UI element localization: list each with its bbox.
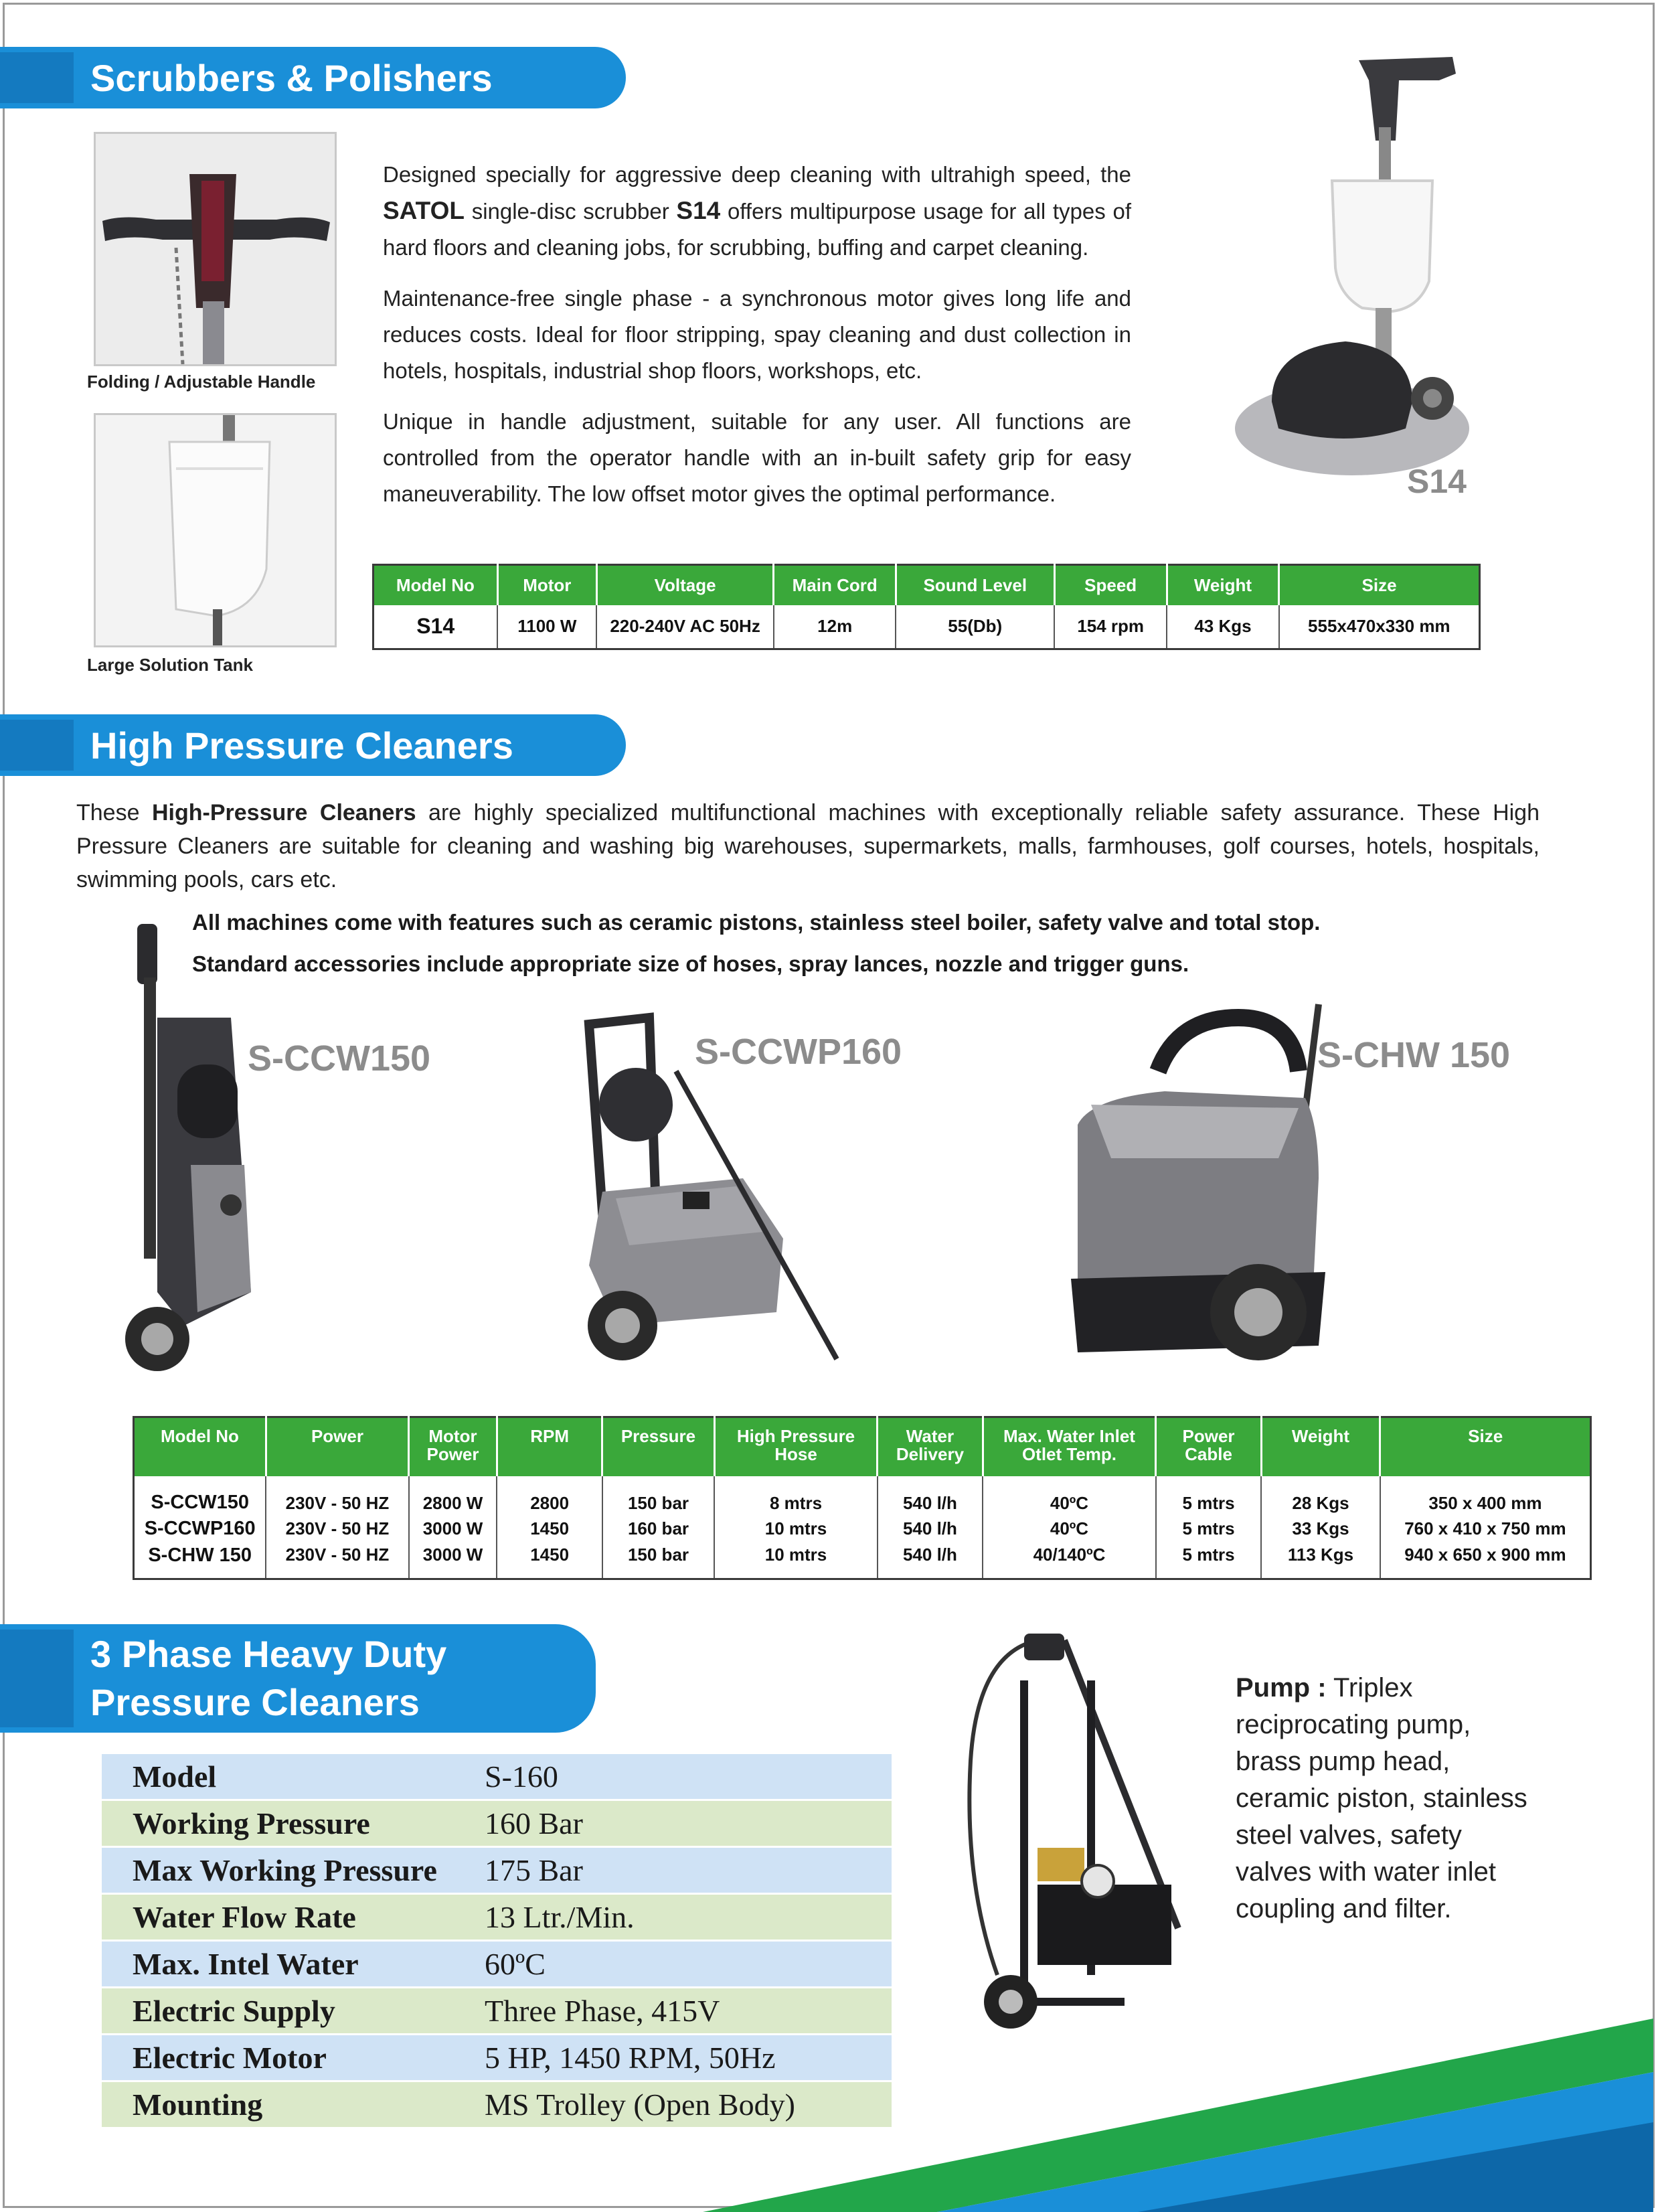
table-header: Size [1380, 1417, 1591, 1476]
table-cell: 160 bar [602, 1514, 714, 1545]
table-cell: 230V - 50 HZ [266, 1545, 408, 1579]
table-cell: 760 x 410 x 750 mm [1404, 1518, 1566, 1538]
pump-text: Triplex reciprocating pump, brass pump head, ceramic piston, stainless steel valves, safety valves with water inlet coupling and filter. [1236, 1673, 1527, 1923]
table-cell: 230V - 50 HZ [266, 1514, 408, 1545]
table-header: Motor [497, 565, 596, 605]
table-cell: 350 x 400 mm [1428, 1492, 1542, 1513]
table-cell: 3000 W [409, 1514, 497, 1545]
table-cell: 150 bar [602, 1545, 714, 1579]
table-cell: 940 x 650 x 900 mm [1404, 1544, 1566, 1565]
table-header: Water Delivery [878, 1417, 983, 1476]
table-cell: 220-240V AC 50Hz [596, 605, 774, 649]
table-header: Weight [1167, 565, 1278, 605]
spec-key: Max. Intel Water [102, 1941, 454, 1988]
table-cell: 113 Kgs [1261, 1545, 1380, 1579]
spec-value: 175 Bar [454, 1847, 892, 1894]
spec-value: S-160 [454, 1754, 892, 1800]
table-cell: S14 [374, 605, 498, 649]
spec-value: MS Trolley (Open Body) [454, 2081, 892, 2128]
table-cell: 230V - 50 HZ [266, 1476, 408, 1514]
table-cell: 10 mtrs [714, 1545, 878, 1579]
table-header: Power Cable [1156, 1417, 1261, 1476]
table-cell: 43 Kgs [1167, 605, 1278, 649]
tank-caption: Large Solution Tank [87, 655, 253, 675]
spec-value: 60ºC [454, 1941, 892, 1988]
spec-key: Working Pressure [102, 1800, 454, 1847]
table-header: Weight [1261, 1417, 1380, 1476]
scrubber-paragraph-1: Designed specially for aggressive deep cleaning with ultrahigh speed, the SATOL single-disc scrubber S14 offers multipurpose usage for all types of hard floors and cleaning jobs, for scrubbing, buffing and carpet cleaning. [383, 162, 1131, 260]
pump-label: Pump : [1236, 1673, 1327, 1703]
table-header: Power [266, 1417, 408, 1476]
s14-label: S14 [1407, 463, 1467, 500]
table-cell: 2800 W [409, 1476, 497, 1514]
table-cell: 40ºC [983, 1514, 1156, 1545]
brand-name: SATOL [383, 197, 465, 224]
heavy-duty-heading-line-2: Pressure Cleaners [90, 1681, 420, 1723]
table-cell: 8 mtrs [714, 1476, 878, 1514]
high-pressure-intro: These High-Pressure Cleaners are highly specialized multifunctional machines with exceptionally reliable safety assurance. These High Pressure Cleaners are suitable for cleaning and washing big warehouses, supermarkets, malls, farmhouses, golf courses, hotels, hospitals, swimming pools, cars etc. [76, 800, 1540, 892]
table-cell: 3000 W [409, 1545, 497, 1579]
table-cell: 2800 [497, 1476, 602, 1514]
table-cell: 12m [774, 605, 896, 649]
spec-key: Water Flow Rate [102, 1894, 454, 1941]
table-header: Voltage [596, 565, 774, 605]
feature-line-1: All machines come with features such as ceramic pistons, stainless steel boiler, safety valve and total stop. [192, 910, 1321, 935]
table-cell: 1450 [497, 1545, 602, 1579]
table-cell: 28 Kgs [1261, 1476, 1380, 1514]
table-header: Sound Level [896, 565, 1054, 605]
scrubber-paragraph-3: Unique in handle adjustment, suitable for any user. All functions are controlled from the operator handle with an in-built safety grip for easy maneuverability. The low offset motor gives the optimal performance. [383, 409, 1131, 506]
section-heading-scrubbers: Scrubbers & Polishers [0, 47, 626, 108]
table-cell: 40ºC [983, 1476, 1156, 1514]
table-cell: 1450 [497, 1514, 602, 1545]
table-cell: 40/140ºC [983, 1545, 1156, 1579]
model-name: S14 [676, 197, 721, 224]
feature-line-2: Standard accessories include appropriate size of hoses, spray lances, nozzle and trigger guns. [192, 951, 1189, 976]
table-header: Motor Power [409, 1417, 497, 1476]
spec-value: 13 Ltr./Min. [454, 1894, 892, 1941]
table-cell: 555x470x330 mm [1308, 616, 1450, 637]
section-heading-high-pressure: High Pressure Cleaners [0, 714, 626, 776]
table-header: Main Cord [774, 565, 896, 605]
table-cell: 1100 W [497, 605, 596, 649]
table-header: Pressure [602, 1417, 714, 1476]
table-cell: 150 bar [602, 1476, 714, 1514]
spec-value: Three Phase, 415V [454, 1988, 892, 2035]
table-header: Speed [1054, 565, 1167, 605]
s-chw150-label: S-CHW 150 [1317, 1035, 1511, 1075]
table-header: RPM [497, 1417, 602, 1476]
s-ccw150-label: S-CCW150 [248, 1038, 431, 1079]
handle-caption: Folding / Adjustable Handle [87, 372, 316, 392]
table-header: High Pressure Hose [714, 1417, 878, 1476]
table-cell: 540 l/h [878, 1514, 983, 1545]
spec-key: Model [102, 1754, 454, 1800]
spec-value: 5 HP, 1450 RPM, 50Hz [454, 2035, 892, 2081]
table-cell: 5 mtrs [1156, 1514, 1261, 1545]
table-cell: 540 l/h [878, 1545, 983, 1579]
table-cell: 5 mtrs [1156, 1476, 1261, 1514]
table-header: Max. Water Inlet Otlet Temp. [983, 1417, 1156, 1476]
heavy-duty-heading-line-1: 3 Phase Heavy Duty [90, 1633, 447, 1675]
spec-value: 160 Bar [454, 1800, 892, 1847]
table-cell: 55(Db) [896, 605, 1054, 649]
table-cell: S-CHW 150 [134, 1545, 266, 1579]
spec-key: Electric Motor [102, 2035, 454, 2081]
table-header: Model No [134, 1417, 266, 1476]
table-cell: 154 rpm [1054, 605, 1167, 649]
spec-key: Max Working Pressure [102, 1847, 454, 1894]
table-cell: S-CCW150 [134, 1476, 266, 1514]
spec-key: Electric Supply [102, 1988, 454, 2035]
s-ccwp160-label: S-CCWP160 [695, 1032, 902, 1072]
spec-key: Mounting [102, 2081, 454, 2128]
table-header: Size [1279, 565, 1480, 605]
table-cell: 10 mtrs [714, 1514, 878, 1545]
table-header: Model No [374, 565, 498, 605]
scrubber-paragraph-2: Maintenance-free single phase - a synchronous motor gives long life and reduces costs. Ideal for floor stripping, spay cleaning and dust collection in hotels, hospitals, industrial shop floors, workshops, etc. [383, 286, 1131, 383]
table-cell: 540 l/h [878, 1476, 983, 1514]
table-cell: 5 mtrs [1156, 1545, 1261, 1579]
table-cell: S-CCWP160 [134, 1514, 266, 1545]
high-pressure-bold: High-Pressure Cleaners [152, 800, 416, 825]
table-cell: 33 Kgs [1261, 1514, 1380, 1545]
